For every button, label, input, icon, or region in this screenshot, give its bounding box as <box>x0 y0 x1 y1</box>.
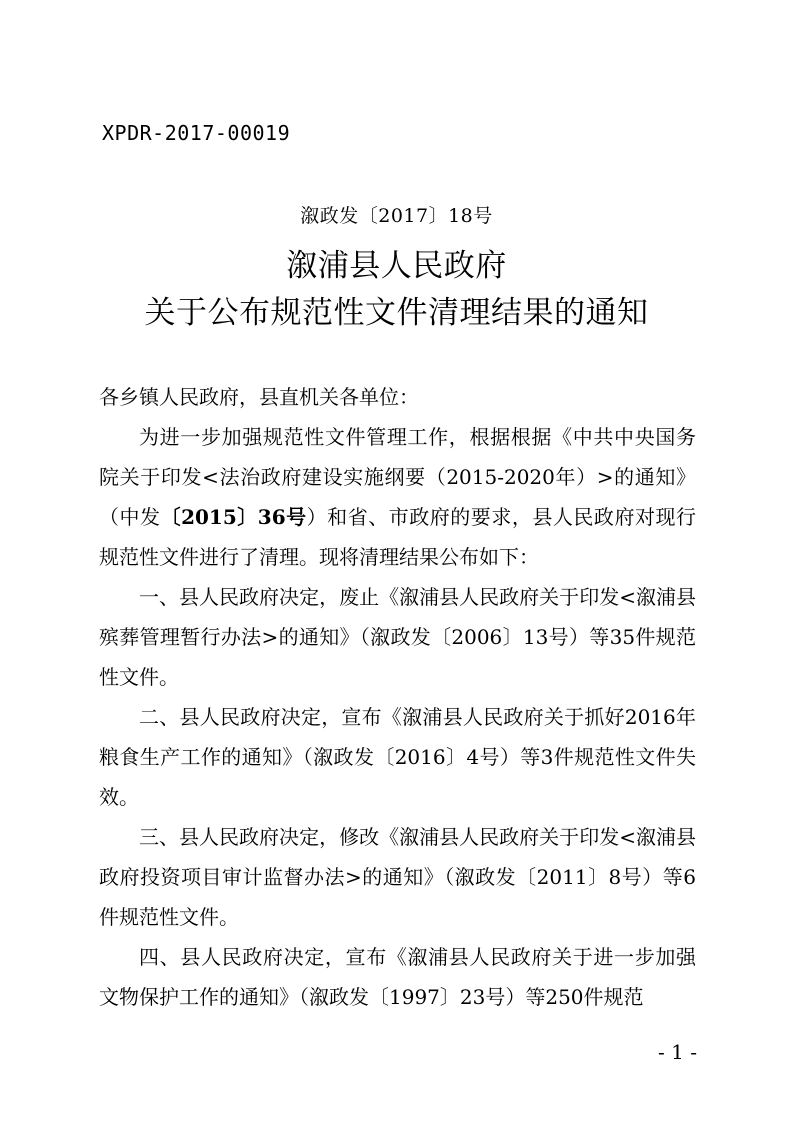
paragraph-intro-bold-reference: 〔2015〕36号 <box>160 505 307 529</box>
document-id: XPDR-2017-00019 <box>102 121 291 145</box>
paragraph-intro <box>99 417 696 577</box>
page-number: - 1 - <box>658 1040 697 1064</box>
paragraph-item-3: 三、县人民政府决定，修改《溆浦县人民政府关于印发<溆浦县政府投资项目审计监督办法>的通知》（溆政发〔2011〕8号）等6件规范性文件。 <box>99 825 696 929</box>
paragraph-item-1: 一、县人民政府决定，废止《溆浦县人民政府关于印发<溆浦县殡葬管理暂行办法>的通知》（溆政发〔2006〕13号）等35件规范性文件。 <box>99 585 696 689</box>
paragraph-item-2: 二、县人民政府决定，宣布《溆浦县人民政府关于抓好2016年粮食生产工作的通知》（溆政发〔2016〕4号）等3件规范性文件失效。 <box>99 705 696 809</box>
document-number: 溆政发〔2017〕18号 <box>300 205 493 227</box>
document-title-subject: 关于公布规范性文件清理结果的通知 <box>144 295 649 331</box>
paragraph-intro-part-b: ）和省、市政府的要求，县人民政府对现行规范性文件进行了清理。现将清理结果公布如下： <box>99 505 697 569</box>
paragraph-item-4: 四、县人民政府决定，宣布《溆浦县人民政府关于进一步加强文物保护工作的通知》（溆政发〔1997〕23号）等250件规范 <box>99 945 696 1009</box>
paragraph-intro-part-a: 为进一步加强规范性文件管理工作，根据根据《中共中央国务院关于印发<法治政府建设实施纲要（2015-2020年）>的通知》（中发 <box>99 425 696 529</box>
salutation: 各乡镇人民政府，县直机关各单位： <box>99 385 419 409</box>
document-title-issuer: 溆浦县人民政府 <box>286 248 507 284</box>
document-body <box>99 377 696 1017</box>
